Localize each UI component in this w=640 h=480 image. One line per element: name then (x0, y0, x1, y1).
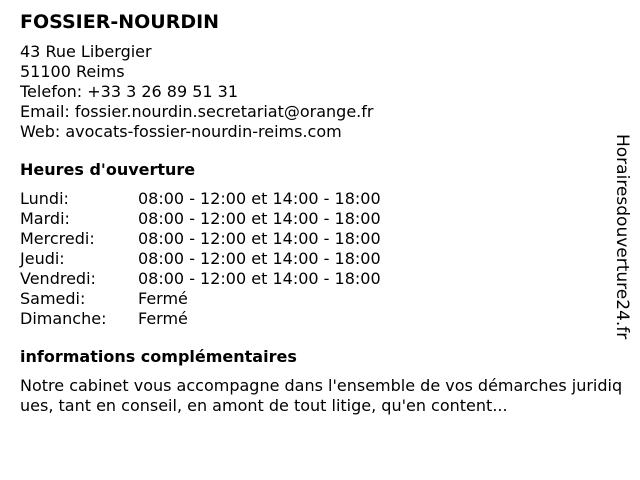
info-title: informations complémentaires (20, 347, 297, 366)
address-street: 43 Rue Libergier (20, 42, 152, 61)
hours-list (20, 189, 620, 329)
hours-row-dimanche (20, 309, 620, 329)
hours-row-mercredi (20, 229, 620, 249)
web-line: Web: avocats-fossier-nourdin-reims.com (20, 122, 342, 141)
day-hours: 08:00 - 12:00 et 14:00 - 18:00 (138, 249, 381, 268)
address-city: 51100 Reims (20, 62, 125, 81)
hours-row-jeudi (20, 249, 620, 269)
day-hours: Fermé (138, 309, 188, 328)
email-line: Email: fossier.nourdin.secretariat@orange.fr (20, 102, 374, 121)
info-text: Notre cabinet vous accompagne dans l'ensemble de vos démarches juridiques, tant en conseil, en amont de tout litige, qu'en content... (20, 376, 623, 415)
day-label: Mardi: (20, 209, 70, 228)
business-name: FOSSIER-NOURDIN (20, 11, 220, 33)
side-brand: Horairesdouverture24.fr (612, 134, 632, 340)
day-label: Samedi: (20, 289, 86, 308)
day-hours: 08:00 - 12:00 et 14:00 - 18:00 (138, 189, 381, 208)
day-label: Mercredi: (20, 229, 95, 248)
day-label: Dimanche: (20, 309, 107, 328)
day-hours: 08:00 - 12:00 et 14:00 - 18:00 (138, 229, 381, 248)
day-label: Jeudi: (20, 249, 65, 268)
hours-row-samedi (20, 289, 620, 309)
hours-title: Heures d'ouverture (20, 160, 196, 179)
hours-row-vendredi (20, 269, 620, 289)
day-label: Vendredi: (20, 269, 96, 288)
phone-line: Telefon: +33 3 26 89 51 31 (20, 82, 239, 101)
day-label: Lundi: (20, 189, 69, 208)
hours-row-lundi (20, 189, 620, 209)
day-hours: Fermé (138, 289, 188, 308)
day-hours: 08:00 - 12:00 et 14:00 - 18:00 (138, 209, 381, 228)
day-hours: 08:00 - 12:00 et 14:00 - 18:00 (138, 269, 381, 288)
hours-row-mardi (20, 209, 620, 229)
